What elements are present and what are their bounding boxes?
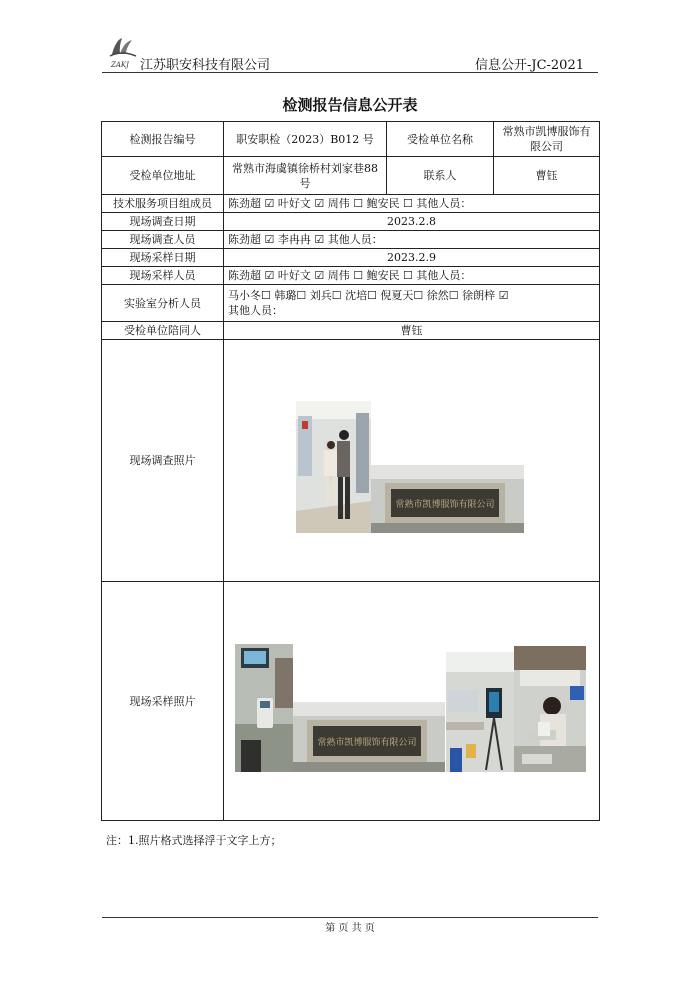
survey-photo-cell [224,340,600,582]
lab-value [224,285,600,322]
survey-photo-corridor [296,401,371,533]
team-value: 陈劲超 ☑ 叶好文 ☑ 周伟 ☐ 鲍安民 ☐ 其他人员： [224,195,600,213]
sampling-photo-meter [235,644,293,772]
sampling-photo-signboard [293,702,445,772]
document-code: 信息公开-JC-2021 [474,58,584,73]
company-logo [106,34,138,70]
team-label: 技术服务项目组成员 [102,195,224,213]
survey-date-value: 2023.2.8 [224,213,600,231]
survey-photo-label: 现场调查照片 [102,340,224,582]
contact-value: 曹钰 [494,157,600,195]
sampling-date-value: 2023.2.9 [224,249,600,267]
address-label: 受检单位地址 [102,157,224,195]
page-number: 第 页 共 页 [325,923,375,934]
footer-rule [102,917,598,918]
lab-line-1: 马小冬☐ 韩璐☐ 刘兵☐ 沈培☐ 倪夏天☐ 徐然☐ 徐朗梓 ☑ [228,289,509,302]
lab-label: 实验室分析人员 [102,285,224,322]
survey-date-label: 现场调查日期 [102,213,224,231]
page-header [102,34,598,73]
survey-staff-value: 陈劲超 ☑ 李冉冉 ☑ 其他人员： [224,231,600,249]
svg-text:常熟市凯博服饰有限公司: 常熟市凯博服饰有限公司 [395,500,495,510]
page-title: 检测报告信息公开表 [282,96,418,114]
sampling-photo-sewing [514,646,586,772]
lab-line-2: 其他人员： [228,304,283,317]
sampling-photo-workshop [446,652,514,772]
footnote: 注：1.照片格式选择浮于文字上方； [106,834,282,847]
client-label: 受检单位名称 [387,122,494,157]
survey-staff-label: 现场调查人员 [102,231,224,249]
survey-photo-signboard [371,465,524,533]
report-no-value: 职安职检（2023）B012 号 [224,122,387,157]
report-no-label: 检测报告编号 [102,122,224,157]
escort-label: 受检单位陪同人 [102,322,224,340]
sampling-staff-label: 现场采样人员 [102,267,224,285]
sampling-date-label: 现场采样日期 [102,249,224,267]
escort-value: 曹钰 [224,322,600,340]
address-value: 常熟市海虞镇徐桥村刘家巷88号 [224,157,387,195]
contact-label: 联系人 [387,157,494,195]
sampling-staff-value: 陈劲超 ☑ 叶好文 ☑ 周伟 ☐ 鲍安民 ☐ 其他人员： [224,267,600,285]
sampling-photo-label: 现场采样照片 [102,582,224,821]
client-value: 常熟市凯博服饰有限公司 [494,122,600,157]
company-name: 江苏职安科技有限公司 [140,58,271,73]
svg-text:ZAKJ: ZAKJ [111,61,129,69]
svg-text:常熟市凯博服饰有限公司: 常熟市凯博服饰有限公司 [317,738,417,748]
